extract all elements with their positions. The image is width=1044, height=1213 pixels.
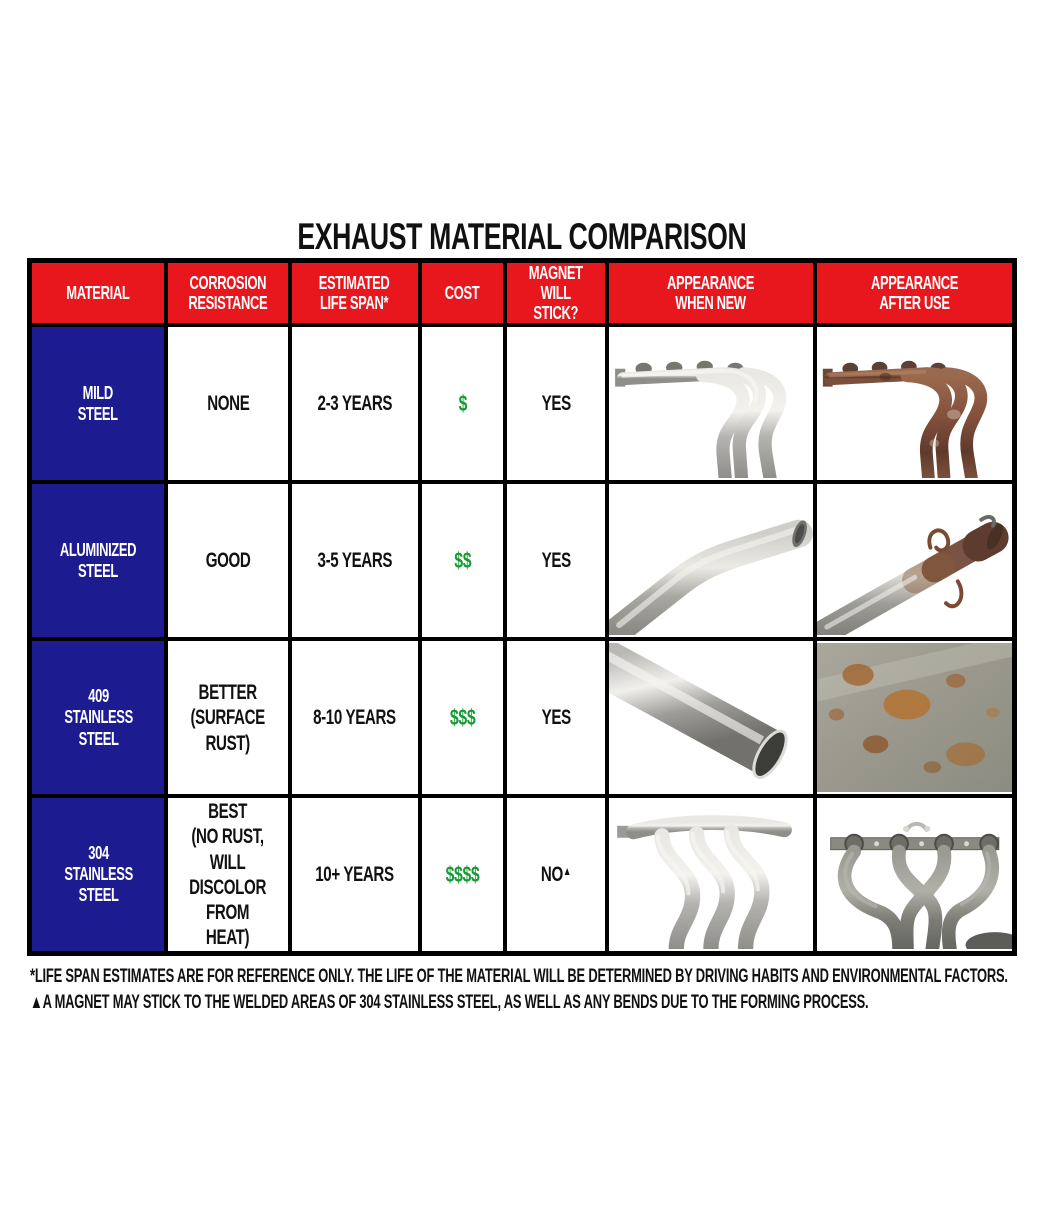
corrosion-cell: GOOD [166, 482, 289, 639]
col-header-cost: COST [420, 261, 506, 326]
table-row-mild-steel [30, 325, 1015, 482]
photo-409-used [815, 639, 1015, 796]
material-cell: MILD STEEL [30, 325, 167, 482]
photo-mild-steel-used [815, 325, 1015, 482]
footnote-life-span: *LIFE SPAN ESTIMATES ARE FOR REFERENCE ONLY. THE LIFE OF THE MATERIAL WILL BE DETERMINED BY DRIVING HABITS AND ENVIRONMENTAL FACTORS. [30, 966, 1008, 987]
corrosion-cell: BETTER (SURFACE RUST) [166, 639, 289, 796]
comparison-table [27, 258, 1017, 956]
life-span-cell: 8-10 YEARS [290, 639, 420, 796]
photo-304-used [815, 796, 1015, 953]
col-header-material: MATERIAL [30, 261, 167, 326]
col-header-appearance-after-use: APPEARANCE AFTER USE [815, 261, 1015, 326]
life-span-cell: 2-3 YEARS [290, 325, 420, 482]
col-header-appearance-when-new: APPEARANCE WHEN NEW [607, 261, 815, 326]
photo-304-new [607, 796, 815, 953]
magnet-cell: NO▲ [505, 796, 606, 953]
col-header-magnet-will-stick: MAGNET WILL STICK? [505, 261, 606, 326]
photo-409-new [607, 639, 815, 796]
material-cell: ALUMINIZED STEEL [30, 482, 167, 639]
magnet-cell: YES [505, 325, 606, 482]
cost-cell: $ [420, 325, 506, 482]
table-row-304-stainless [30, 796, 1015, 953]
cost-cell: $$$$ [420, 796, 506, 953]
photo-mild-steel-new [607, 325, 815, 482]
table-row-409-stainless [30, 639, 1015, 796]
header-row [30, 261, 1015, 326]
material-cell: 409 STAINLESS STEEL [30, 639, 167, 796]
corrosion-cell: BEST (NO RUST, WILL DISCOLOR FROM HEAT) [166, 796, 289, 953]
footnotes [30, 964, 1040, 1016]
footnote-magnet: ▲A MAGNET MAY STICK TO THE WELDED AREAS OF 304 STAINLESS STEEL, AS WELL AS ANY BENDS DUE TO THE FORMING PROCESS. [30, 992, 869, 1014]
cost-cell: $$$ [420, 639, 506, 796]
col-header-corrosion-resistance: CORROSION RESISTANCE [166, 261, 289, 326]
photo-aluminized-new [607, 482, 815, 639]
cost-cell: $$ [420, 482, 506, 639]
life-span-cell: 3-5 YEARS [290, 482, 420, 639]
page-title: EXHAUST MATERIAL COMPARISON [297, 216, 747, 257]
life-span-cell: 10+ YEARS [290, 796, 420, 953]
magnet-cell: YES [505, 482, 606, 639]
table-row-aluminized-steel [30, 482, 1015, 639]
photo-aluminized-used [815, 482, 1015, 639]
magnet-cell: YES [505, 639, 606, 796]
corrosion-cell: NONE [166, 325, 289, 482]
material-cell: 304 STAINLESS STEEL [30, 796, 167, 953]
col-header-estimated-life-span: ESTIMATED LIFE SPAN* [290, 261, 420, 326]
